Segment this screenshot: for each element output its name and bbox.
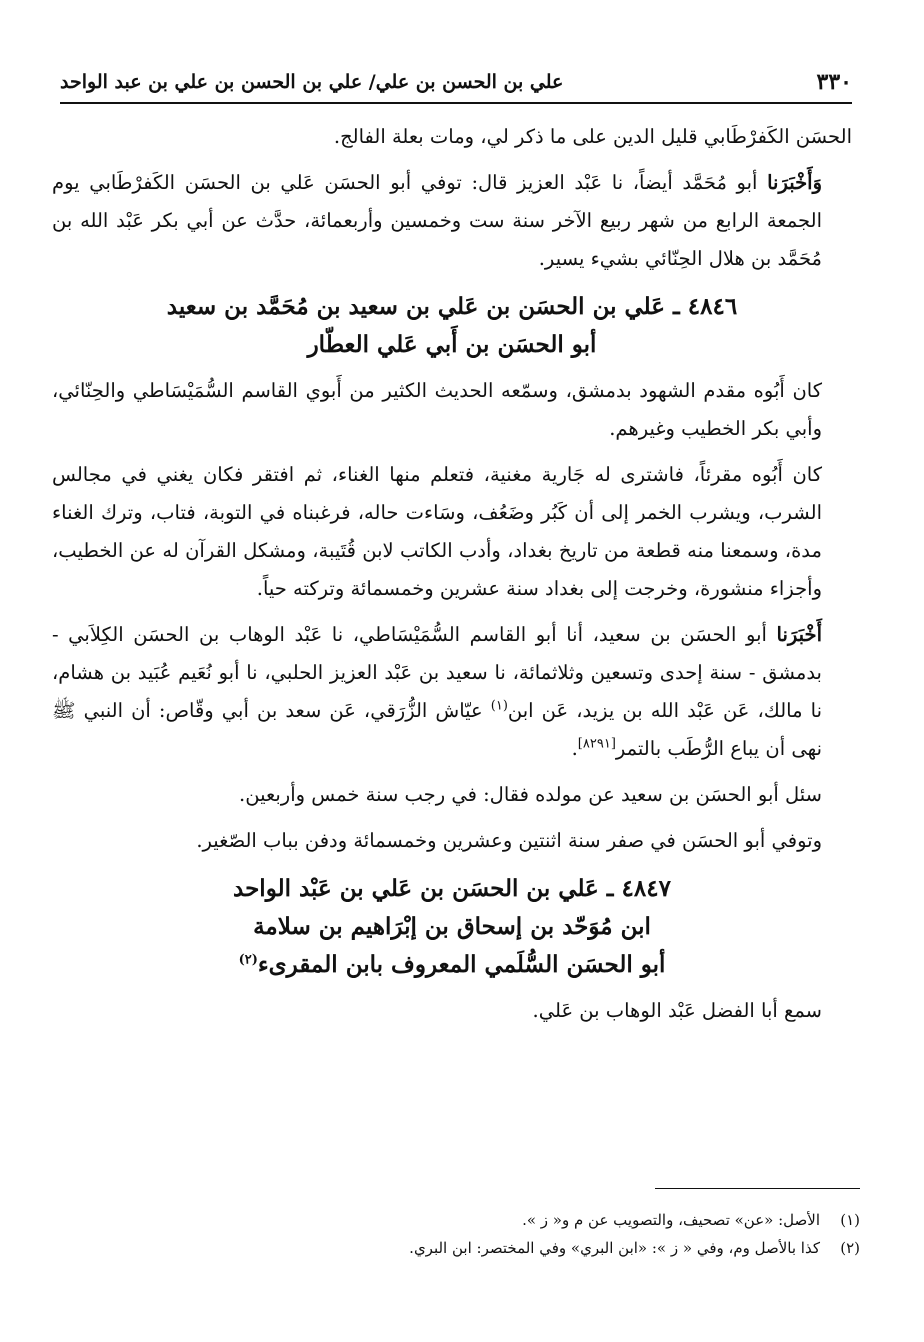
entry-heading-4847-line-3-text: أبو الحسَن السُّلَمي المعروف بابن المقرىء bbox=[257, 951, 666, 978]
entry-heading-4847-line-1: ٤٨٤٧ ـ عَلي بن الحسَن بن عَلي بن عَبْد الواحد bbox=[233, 875, 671, 902]
paragraph-8: سمع أبا الفضل عَبْد الوهاب بن عَلي. bbox=[532, 999, 822, 1022]
paragraph-5-end: . bbox=[571, 737, 578, 760]
paragraph-2 bbox=[52, 164, 852, 278]
footnote-2 bbox=[52, 1234, 860, 1262]
page-header bbox=[60, 62, 852, 104]
entry-heading-4847-line-2: ابن مُوَحّد بن إسحاق بن إبْرَاهيم بن سلامة bbox=[253, 913, 651, 940]
footnote-1 bbox=[52, 1206, 860, 1234]
entry-heading-4847 bbox=[52, 870, 852, 984]
paragraph-5 bbox=[52, 616, 852, 768]
entry-heading-4846 bbox=[52, 288, 852, 364]
entry-heading-4846-line-1: ٤٨٤٦ ـ عَلي بن الحسَن بن عَلي بن سعيد بن مُحَمَّد بن سعيد bbox=[166, 293, 738, 320]
page-number: ٣٣٠ bbox=[816, 69, 852, 95]
paragraph-4: كان أَبُوه مقرئاً، فاشترى له جَارية مغنية، فتعلم منها الغناء، ثم افتقر فكان يغني في مجالس الشرب، ويشرب الخمر إلى أن كَبُر وضَعُف، وسَاءت حاله، فرغبناه في التوبة، فتاب، وترك الغناء مدة، وسمعنا منه قطعة من تاريخ بغداد، وأدب الكاتب لابن قُتَيبة، ومشكل القرآن له عن الخطيب، وأجزاء منشورة، وخرجت إلى بغداد سنة عشرين وخمسمائة وتركته حياً. bbox=[52, 463, 822, 600]
paragraph-5-text-a: أبو الحسَن بن سعيد، أنا أبو القاسم السُّمَيْسَاطي، نا عَبْد الوهاب بن الحسَن الكِلاَبي - بدمشق - سنة إحدى وتسعين وثلاثمائة، نا سعيد بن عَبْد العزيز الحلبي، نا أبو نُعَيم عُبَيد بن هشام، نا مالك، عَن عَبْد الله بن يزيد، عَن ابن bbox=[52, 623, 822, 722]
footnote-1-number: (١) bbox=[840, 1211, 860, 1229]
entry-heading-4847-line-3 bbox=[52, 946, 852, 984]
paragraph-7: وتوفي أبو الحسَن في صفر سنة اثنتين وعشرين وخمسمائة ودفن بباب الصّغير. bbox=[196, 829, 822, 852]
footnote-divider bbox=[655, 1188, 860, 1189]
footnote-2-text: كذا بالأصل وم، وفي « ز »: «ابن البري» وفي المختصر: ابن البري. bbox=[409, 1239, 820, 1257]
narration-lead: أَخْبَرَنا bbox=[776, 623, 822, 646]
running-title: علي بن الحسن بن علي/ علي بن الحسن بن علي بن عبد الواحد bbox=[60, 71, 564, 93]
narration-lead: وَأَخْبَرَنا bbox=[767, 171, 822, 194]
paragraph-3: كان أَبُوه مقدم الشهود بدمشق، وسمّعه الحديث الكثير من أَبوي القاسم السُّمَيْسَاطي والحِنّائي، وأبي بكر الخطيب وغيرهم. bbox=[52, 379, 822, 440]
paragraph-5-text-b: عيّاش الزُّرَقي، عَن سعد بن أبي وقّاص: أن النبي ﷺ نهى أن يباع الرُّطَب بالتمر bbox=[52, 699, 822, 760]
footnote-1-text: الأصل: «عن» تصحيف، والتصويب عن م و« ز ». bbox=[522, 1211, 820, 1229]
hadith-number: [٨٢٩١] bbox=[577, 736, 616, 752]
paragraph-1: الحسَن الكَفرْطَابي قليل الدين على ما ذكر لي، ومات بعلة الفالج. bbox=[333, 125, 852, 148]
footnotes bbox=[52, 1206, 860, 1262]
paragraph-2-text: أبو مُحَمَّد أيضاً، نا عَبْد العزيز قال: توفي أبو الحسَن عَلي بن الحسَن الكَفرْطَابي يوم الجمعة الرابع من شهر ربيع الآخر سنة ست وخمسين وأربعمائة، حدَّث عن أبي بكر عَبْد الله بن مُحَمَّد بن هلال الحِنّائي بشيء يسير. bbox=[52, 171, 822, 270]
main-text bbox=[52, 118, 852, 1038]
footnote-ref-1: (١) bbox=[490, 698, 508, 714]
footnote-ref-2: (٢) bbox=[238, 952, 258, 968]
paragraph-6: سئل أبو الحسَن بن سعيد عن مولده فقال: في رجب سنة خمس وأربعين. bbox=[239, 783, 822, 806]
entry-heading-4846-line-2: أبو الحسَن بن أَبي عَلي العطّار bbox=[307, 331, 597, 358]
footnote-2-number: (٢) bbox=[840, 1239, 860, 1257]
